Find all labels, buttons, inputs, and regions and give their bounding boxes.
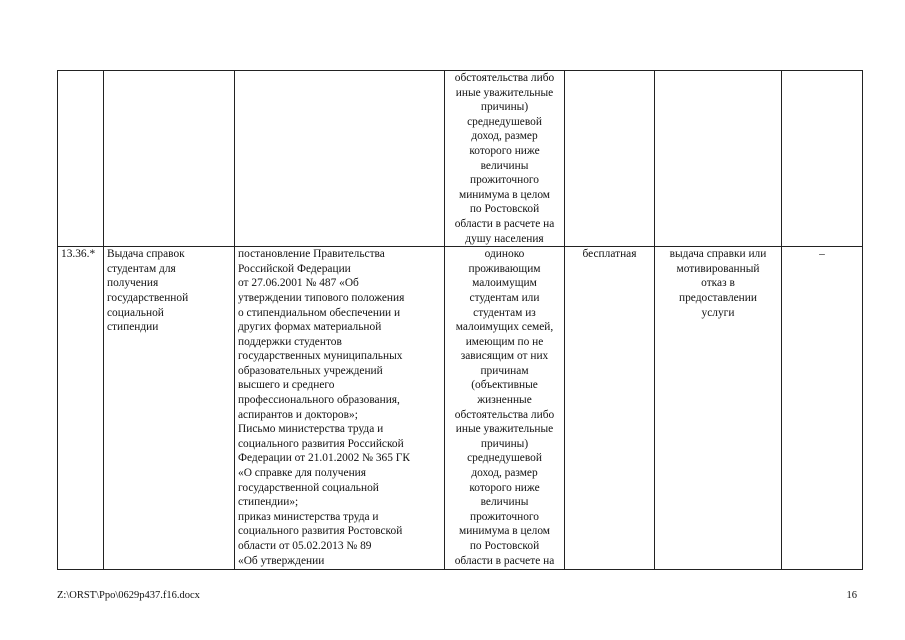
cell-text-line: стипендии [107, 321, 159, 334]
cell-text-line: которого ниже [469, 481, 540, 494]
cell-text-line: о стипендиальном обеспечении и [238, 306, 401, 319]
cell-text-line: Федерации от 21.01.2002 № 365 ГК [238, 452, 410, 465]
table-row-13-36 [58, 247, 863, 570]
cell-text-line: причинам [480, 364, 529, 377]
cell-text-line: государственной [107, 291, 189, 304]
cell-text-line: причины) [480, 101, 529, 114]
cell-text-line: величины [480, 496, 529, 509]
cell-text-line: имеющим по не [465, 335, 544, 348]
cell-text-line: прожиточного [470, 510, 539, 523]
cell-service [104, 247, 235, 570]
cell-text-line: Выдача справок [107, 248, 185, 261]
cell-text-line: профессионального образования, [238, 394, 400, 407]
cell-text-line: образовательных учреждений [238, 364, 383, 377]
cell-text-line: одиноко [484, 248, 525, 261]
cell-text-line: государственных муниципальных [238, 350, 403, 363]
cell-text-line: душу населения [465, 232, 544, 245]
cell-text-line: области от 05.02.2013 № 89 [238, 540, 372, 552]
cell-text-line: от 27.06.2001 № 487 «Об [238, 277, 359, 290]
cell-number [58, 71, 104, 247]
cell-text-line: иные уважительные [455, 423, 554, 436]
cell-text-line: аспирантов и докторов»; [238, 408, 358, 421]
cell-text-line: (объективные [471, 379, 538, 392]
cell-text-line: области в расчете на [454, 217, 555, 230]
cell-text-line: области в расчете на [454, 554, 555, 567]
cell-text-line: доход, размер [471, 130, 538, 143]
cell-result [655, 71, 782, 247]
cell-text-line: минимума в целом [458, 188, 551, 201]
cell-text-line: поддержки студентов [238, 335, 342, 348]
cell-legal-basis [235, 247, 445, 570]
cell-text-line: Российской Федерации [238, 262, 351, 275]
cell-text-line: государственной социальной [238, 481, 379, 494]
cell-text-line: услуги [701, 306, 735, 319]
cell-text-line: малоимущих семей, [455, 321, 554, 334]
cell-note [782, 71, 863, 247]
cell-text-line: других формах материальной [238, 321, 382, 334]
cell-text-line: зависящим от них [460, 350, 549, 363]
cell-text-line: которого ниже [469, 144, 540, 157]
cell-recipients [445, 247, 565, 570]
cell-text-line: по Ростовской [469, 540, 540, 552]
cell-text-line: социального развития Российской [238, 437, 404, 450]
cell-text-line: Письмо министерства труда и [238, 423, 384, 436]
cell-text-line: прожиточного [470, 174, 539, 187]
cell-text-line: иные уважительные [455, 86, 554, 99]
cell-text-line: среднедушевой [467, 452, 542, 465]
cell-recipients [445, 71, 565, 247]
cell-text-line: малоимущим [472, 277, 537, 290]
cell-text-line: обстоятельства либо [454, 408, 555, 421]
cell-text-line: получения [107, 277, 159, 290]
cell-number: 13.36.* [58, 247, 104, 570]
cell-note: – [782, 247, 863, 570]
cell-text-line: социальной [107, 306, 164, 319]
cell-result [655, 247, 782, 570]
cell-legal-basis [235, 71, 445, 247]
cell-text-line: обстоятельства либо [454, 72, 555, 84]
cell-text-line: приказ министерства труда и [238, 510, 379, 523]
cell-text-line: причины) [480, 437, 529, 450]
cell-text-line: величины [480, 159, 529, 172]
cell-text-line: среднедушевой [467, 115, 542, 128]
cell-text-line: мотивированный [676, 262, 760, 275]
cell-text-line: студентам или [469, 291, 540, 304]
cell-text-line: предоставлении [679, 291, 757, 304]
cell-text-line: выдача справки или [669, 248, 767, 261]
services-table [57, 70, 863, 570]
cell-text-line: постановление Правительства [238, 248, 385, 261]
cell-text-line: по Ростовской [469, 203, 540, 216]
cell-text-line: проживающим [468, 262, 541, 275]
footer-file-path: Z:\ORST\Ppo\0629p437.f16.docx [57, 590, 200, 601]
cell-text-line: социального развития Ростовской [238, 525, 403, 538]
cell-text-line: студентам из [473, 306, 536, 319]
cell-text-line: утверждении типового положения [238, 291, 405, 304]
table-row-continued [58, 71, 863, 247]
footer-page-number: 16 [846, 590, 857, 601]
cell-text-line: жизненные [477, 394, 532, 407]
cell-text-line: доход, размер [471, 467, 538, 480]
cell-text-line: высшего и среднего [238, 379, 335, 392]
cell-cost: бесплатная [565, 247, 655, 570]
cell-text-line: «О справке для получения [238, 467, 367, 480]
cell-text-line: минимума в целом [458, 525, 551, 538]
cell-text-line: отказ в [701, 277, 735, 290]
cell-text-line: студентам для [107, 262, 176, 275]
cell-text-line: стипендии»; [238, 496, 299, 509]
cell-service [104, 71, 235, 247]
cell-text-line: «Об утверждении [238, 554, 325, 567]
cell-cost [565, 71, 655, 247]
